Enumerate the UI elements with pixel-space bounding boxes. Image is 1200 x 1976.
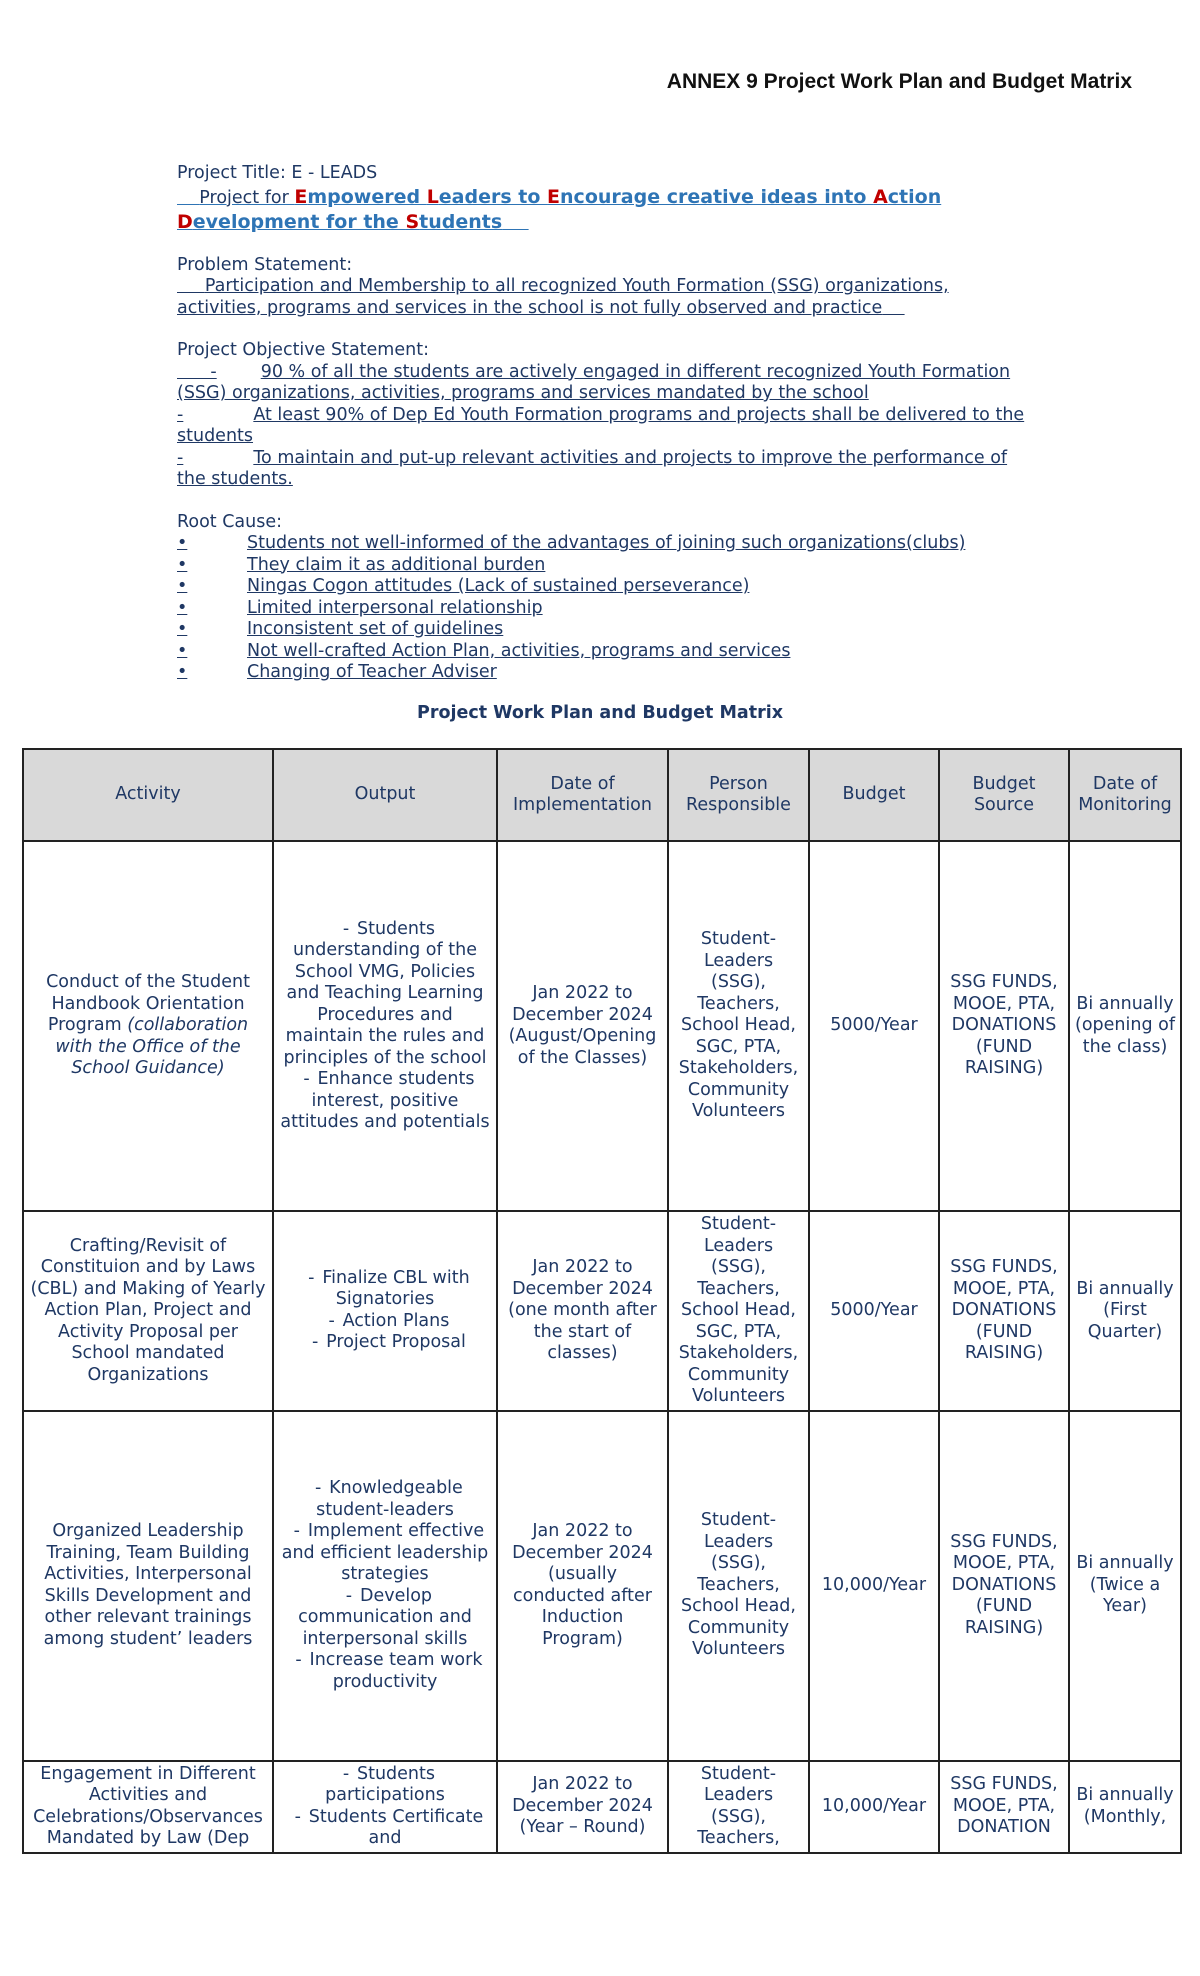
budget-cell: 5000/Year xyxy=(809,841,939,1211)
problem-statement-text: Participation and Membership to all recognized Youth Formation (SSG) organizations, activities, programs and services in the school is not fully observed and practice xyxy=(177,276,949,318)
project-title: Project Title: E - LEADS xyxy=(177,163,378,183)
table-row xyxy=(23,1761,1181,1853)
output-item: - Knowledgeable student-leaders xyxy=(279,1478,491,1521)
date-cell: Jan 2022 to December 2024 (Year – Round) xyxy=(497,1761,668,1853)
output-item: - Increase team work productivity xyxy=(279,1650,491,1693)
person-cell: Student-Leaders (SSG), Teachers, School Head, SGC, PTA, Stakeholders, Community Volunteers xyxy=(668,841,809,1211)
header-output: Output xyxy=(273,749,497,841)
problem-statement-label: Problem Statement: xyxy=(177,254,353,275)
date-cell: Jan 2022 to December 2024 (one month after the start of classes) xyxy=(497,1211,668,1411)
table-row xyxy=(23,1411,1181,1761)
root-cause-item: • Limited interpersonal relationship xyxy=(177,597,543,618)
output-item: - Implement effective and efficient leadership strategies xyxy=(279,1521,491,1586)
output-item: - Students understanding of the School VMG, Policies and Teaching Learning Procedures and maintain the rules and principles of the school xyxy=(279,919,491,1070)
objective-label: Project Objective Statement: xyxy=(177,340,429,360)
header-date-monitoring: Date of Monitoring xyxy=(1069,749,1181,841)
person-cell: Student-Leaders (SSG), Teachers, School Head, SGC, PTA, Stakeholders, Community Volunteers xyxy=(668,1211,809,1411)
objective-item: - To maintain and put-up relevant activities and projects to improve the performance of the students. xyxy=(177,447,1008,489)
annex-heading: ANNEX 9 Project Work Plan and Budget Matrix xyxy=(666,70,1132,93)
output-cell xyxy=(273,841,497,1211)
output-item: - Enhance students interest, positive attitudes and potentials xyxy=(279,1069,491,1134)
source-cell: SSG FUNDS, MOOE, PTA, DONATION xyxy=(939,1761,1069,1853)
objective-item: - 90 % of all the students are actively engaged in different recognized Youth Formation (SSG) organizations, activities, programs and services mandated by the school xyxy=(177,361,1011,403)
output-item: - Action Plans xyxy=(279,1311,491,1333)
project-full-title: Project for Empowered Leaders to Encourage creative ideas into Action Development for the Students xyxy=(177,185,942,233)
date-cell: Jan 2022 to December 2024 (usually conducted after Induction Program) xyxy=(497,1411,668,1761)
monitoring-cell: Bi annually (Monthly, xyxy=(1069,1761,1181,1853)
root-cause-item: • Ningas Cogon attitudes (Lack of sustained perseverance) xyxy=(177,576,750,596)
root-cause-item: • Changing of Teacher Adviser xyxy=(177,662,497,682)
output-item: - Develop communication and interpersonal skills xyxy=(279,1586,491,1651)
root-cause-label: Root Cause: xyxy=(177,511,283,532)
monitoring-cell: Bi annually (opening of the class) xyxy=(1069,841,1181,1211)
activity-cell: Conduct of the Student Handbook Orientation Program (collaboration with the Office of the School Guidance) xyxy=(23,841,273,1211)
activity-cell: Organized Leadership Training, Team Building Activities, Interpersonal Skills Development and other relevant trainings among student’ leaders xyxy=(23,1411,273,1761)
monitoring-cell: Bi annually (First Quarter) xyxy=(1069,1211,1181,1411)
activity-cell: Engagement in Different Activities and Celebrations/Observances Mandated by Law (Dep xyxy=(23,1761,273,1853)
header-activity: Activity xyxy=(23,749,273,841)
person-cell: Student-Leaders (SSG), Teachers, xyxy=(668,1761,809,1853)
matrix-title: Project Work Plan and Budget Matrix xyxy=(417,703,783,723)
output-item: - Finalize CBL with Signatories xyxy=(279,1268,491,1311)
output-item: - Project Proposal xyxy=(279,1332,491,1354)
objective-item: - At least 90% of Dep Ed Youth Formation programs and projects shall be delivered to the students xyxy=(177,404,1025,446)
source-cell: SSG FUNDS, MOOE, PTA, DONATIONS (FUND RAISING) xyxy=(939,1411,1069,1761)
budget-cell: 10,000/Year xyxy=(809,1761,939,1853)
root-cause-item: • Not well-crafted Action Plan, activities, programs and services xyxy=(177,640,791,661)
table-row xyxy=(23,841,1181,1211)
header-person-responsible: Person Responsible xyxy=(668,749,809,841)
person-cell: Student-Leaders (SSG), Teachers, School Head, Community Volunteers xyxy=(668,1411,809,1761)
output-item: - Students participations xyxy=(279,1764,491,1807)
output-item: - Students Certificate and xyxy=(279,1807,491,1850)
root-cause-item: • Students not well-informed of the advantages of joining such organizations(clubs) xyxy=(177,533,966,553)
header-budget: Budget xyxy=(809,749,939,841)
monitoring-cell: Bi annually (Twice a Year) xyxy=(1069,1411,1181,1761)
project-details xyxy=(177,163,1037,684)
date-cell: Jan 2022 to December 2024 (August/Opening of the Classes) xyxy=(497,841,668,1211)
work-plan-table xyxy=(22,748,1182,1854)
budget-cell: 5000/Year xyxy=(809,1211,939,1411)
source-cell: SSG FUNDS, MOOE, PTA, DONATIONS (FUND RAISING) xyxy=(939,841,1069,1211)
table-header-row xyxy=(23,749,1181,841)
activity-cell: Crafting/Revisit of Constituion and by Laws (CBL) and Making of Yearly Action Plan, Project and Activity Proposal per School mandated Organizations xyxy=(23,1211,273,1411)
header-date-implementation: Date of Implementation xyxy=(497,749,668,841)
output-cell xyxy=(273,1411,497,1761)
root-cause-item: • Inconsistent set of guidelines xyxy=(177,619,504,639)
header-budget-source: Budget Source xyxy=(939,749,1069,841)
source-cell: SSG FUNDS, MOOE, PTA, DONATIONS (FUND RAISING) xyxy=(939,1211,1069,1411)
budget-cell: 10,000/Year xyxy=(809,1411,939,1761)
output-cell xyxy=(273,1211,497,1411)
output-cell xyxy=(273,1761,497,1853)
root-cause-item: • They claim it as additional burden xyxy=(177,554,546,575)
table-row xyxy=(23,1211,1181,1411)
